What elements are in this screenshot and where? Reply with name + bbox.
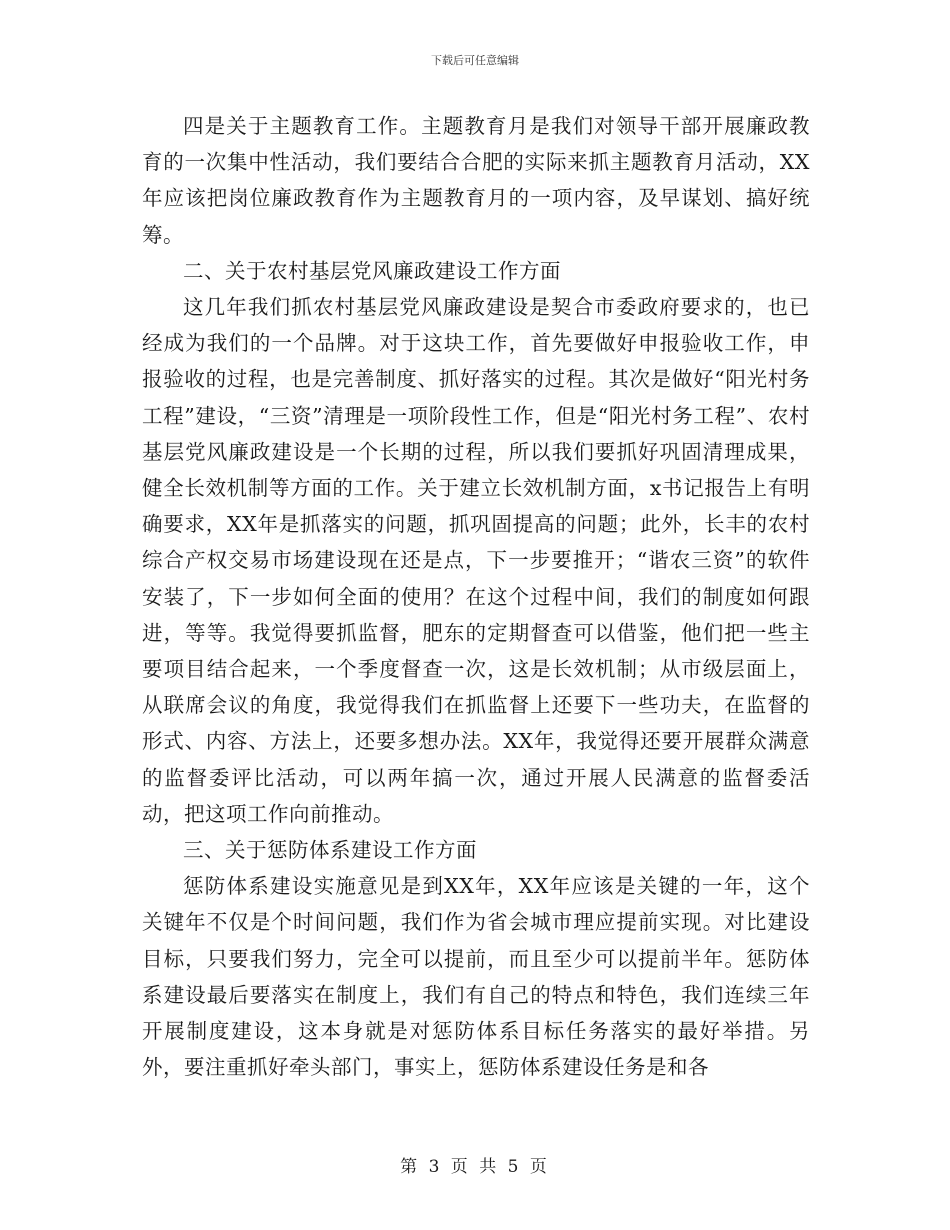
paragraph-prevention-system: 惩防体系建设实施意见是到XX年，XX年应该是关键的一年，这个关键年不仅是个时间问题，我们作为省会城市理应提前实现。对比建设目标，只要我们努力，完全可以提前，而且至少可以提前半年。惩防体系建设最后要落实在制度上，我们有自己的特点和特色，我们连续三年开展制度建设，这本身就是对惩防体系目标任务落实的最好举措。另外，要注重抓好牵头部门，事实上，惩防体系建设任务是和各 <box>142 874 810 1080</box>
paragraph-theme-education: 四是关于主题教育工作。主题教育月是我们对领导干部开展廉政教育的一次集中性活动，我们要结合合肥的实际来抓主题教育月活动，XX年应该把岗位廉政教育作为主题教育月的一项内容，及早谋划、搞好统筹。 <box>142 114 810 247</box>
section-heading-rural: 二、关于农村基层党风廉政建设工作方面 <box>183 258 561 283</box>
page-header: 下载后可任意编辑 <box>431 54 519 67</box>
section-heading-prevention: 三、关于惩防体系建设工作方面 <box>183 838 477 863</box>
paragraph-rural-party-building: 这几年我们抓农村基层党风廉政建设是契合市委政府要求的，也已经成为我们的一个品牌。对于这块工作，首先要做好申报验收工作，申报验收的过程，也是完善制度、抓好落实的过程。其次是做好“阳光村务工程”建设，“三资”清理是一项阶段性工作，但是“阳光村务工程”、农村基层党风廉政建设是一个长期的过程，所以我们要抓好巩固清理成果，健全长效机制等方面的工作。关于建立长效机制方面，x书记报告上有明确要求，XX年是抓落实的问题，抓巩固提高的问题；此外，长丰的农村综合产权交易市场建设现在还是点，下一步要推开；“谐农三资”的软件安装了，下一步如何全面的使用？在这个过程中间，我们的制度如何跟进，等等。我觉得要抓监督，肥东的定期督查可以借鉴，他们把一些主要项目结合起来，一个季度督查一次，这是长效机制；从市级层面上，从联席会议的角度，我觉得我们在抓监督上还要下一些功夫，在监督的形式、内容、方法上，还要多想办法。XX年，我觉得还要开展群众满意的监督委评比活动，可以两年搞一次，通过开展人民满意的监督委活动，把这项工作向前推动。 <box>142 295 810 826</box>
page-number-footer: 第 3 页 共 5 页 <box>400 1157 550 1177</box>
document-body <box>142 108 810 1085</box>
